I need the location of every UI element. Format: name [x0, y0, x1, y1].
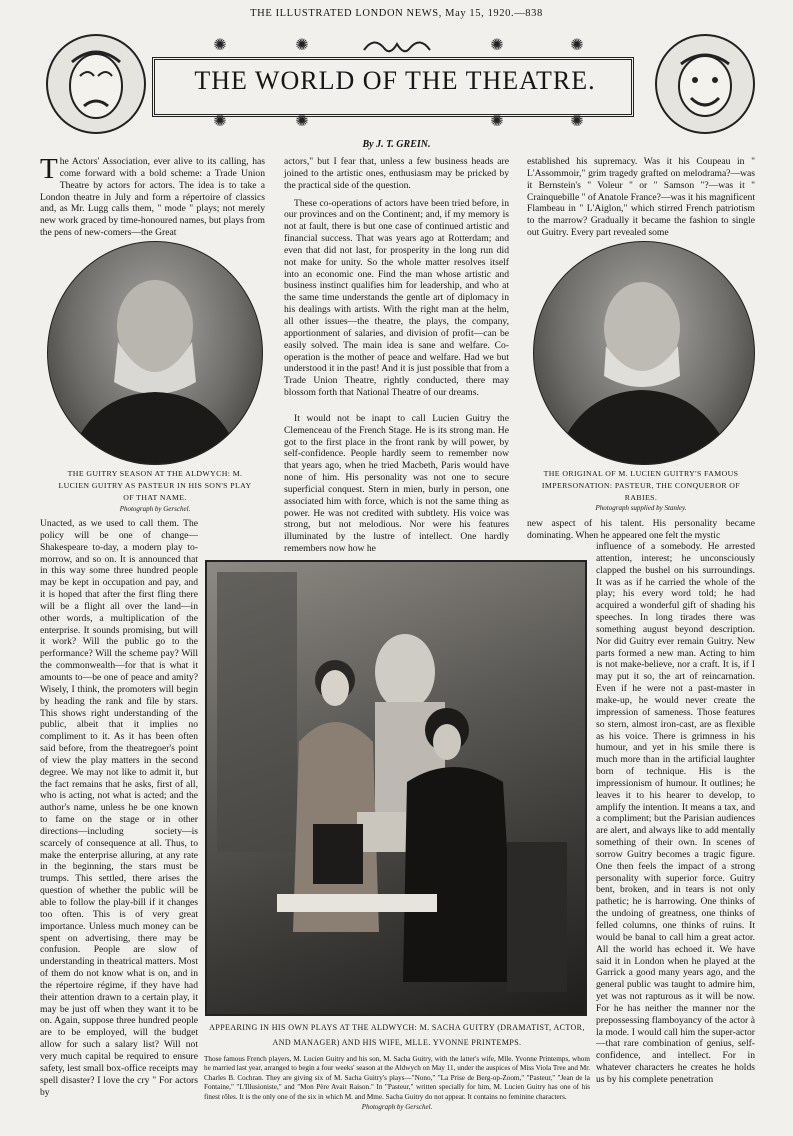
rosette-icon: ✺: [490, 37, 504, 54]
masthead: THE ILLUSTRATED LONDON NEWS, May 15, 1920.—838: [250, 8, 543, 19]
portrait-louis-pasteur: [533, 241, 755, 465]
paragraph: he Actors' Association, ever alive to its calling, has come forward with a bold scheme: a Trade Union Theatre by actors for actors. The idea is to take a London theatre in July and form a répertoire of classics and, as Mr. Lugg calls them, " mode " plays; not merely new work graced by time-honoured names, but plays from the pens of new-comers—the Great: [40, 156, 265, 239]
rosette-icon: ✺: [490, 113, 504, 130]
article-column-3-mid: [527, 518, 755, 542]
right-portrait-caption: THE ORIGINAL OF M. LUCIEN GUITRY'S FAMOUS IMPERSONATION: PASTEUR, THE CONQUEROR OF RABIES.: [541, 469, 741, 502]
rosette-icon: ✺: [213, 113, 227, 130]
left-portrait-credit: Photograph by Gerschel.: [119, 505, 191, 513]
paragraph: It would not be inapt to call Lucien Guitry the Clemenceau of the French Stage. He is its strong man. He got to the first place in the front rank by will power, by self-confidence. People hardly seem to remember now that years ago, when he tried Macbeth, Paris would have none of him. His personality was not one to secure superficial conquest. Stern in mien, burly in person, one associated him with force, which is not the same thing as power. He was not credited with subtlety. His voice was strong, but not melodious. Nor were his features illuminated by the lustre of intellect. One hardly remembers now how he: [284, 412, 509, 555]
drop-cap: T: [40, 153, 58, 185]
right-portrait-credit: Photograph supplied by Stanley.: [595, 504, 687, 512]
main-photo-credit: Photograph by Gerschel.: [361, 1103, 433, 1111]
paragraph: actors," but I fear that, unless a few business heads are joined to the artistic ones, enthusiasm may be pricked by the practical side of the question.: [284, 156, 509, 191]
paragraph: established his supremacy. Was it his Coupeau in " L'Assommoir," grim tragedy grafted on melodrama?—was it Bernstein's " Voleur " or " Samson "?—was it " Crainquebille " of Anatole France?—was it his magnificent Flambeau in " L'Aiglon," which stirred French patriotism to the marrow? Gradually it became the fashion to single out Guitry. Every part revealed some: [527, 156, 755, 239]
comedy-mask-icon: [655, 34, 755, 134]
byline: By J. T. GREIN.: [362, 139, 431, 150]
page-title: THE WORLD OF THE THEATRE.: [194, 66, 596, 95]
main-photograph: [205, 560, 587, 1016]
rosette-icon: ✺: [570, 113, 584, 130]
rosette-icon: ✺: [213, 37, 227, 54]
rosette-icon: ✺: [570, 37, 584, 54]
paragraph: Unacted, as we used to call them. The policy will be one of change—Shakespeare to-day, a modern play to-morrow, and so on. It is announced that in this way some three hundred people may be kept in occupation and pay, and it is hoped that after the first fling there will be a flight all over the land—in other words, a multiplication of the enterprise. It sounds promising, but will it work? Will the public go to the performance? Will the scheme pay? Will the commonwealth—for that is what it amounts to—be one of peace and amity? Wisely, I think, the promoters will begin by heading the rank and file by stars. This shows right understanding of the public, albeit that it implies no compliment to it. As it has been often said before, from the theatregoer's point of view the play matters in the second degree. We may not like to admit it, but the fact remains that he asks, first of all, who is acting, not what is acted; and the author's name, unless he be one known to fame on the stage or in other directions—including society—is scarcely of consequence at all. Thus, to make the enterprise alluring, at any rate in the beginning, the stars must be trumps. This settled, there arises the question of whether the public will be able to follow the play-bill if it changes too often. This is of very great importance. Unless much money can be spent on advertising, there may be confusion. People are slow of understanding in theatrical matters. Most of them do not know what is on, and in the répertoire régime, if they have had their attention drawn to a certain play, it may be just off when they want it to be on. Again, suppose three hundred people are to be employed, will the budget allow for such a salary list? Will not very much capital be required to ensure safety, lest small box-office receipts may spell disaster? I love the cry " For actors by: [40, 518, 198, 1098]
article-column-3-top: [527, 156, 755, 239]
paragraph: These co-operations of actors have been tried before, in our provinces and on the Continent; and, if my memory is not at fault, there is but one case of continued artistic and financial success. That was years ago at Rotterdam; and even that did not last, for prosperity in the long run did not make for unity. So the whole matter resolves itself into an economic one. Find the man whose artistic and business instinct qualifies him for leadership, and who at the same time understands the gentle art of diplomacy in his dealings with artists. With the right man at the helm, all other issues—the theatre, the plays, the company, apportionment of salaries, and division of profit—can be easily solved. The main idea is sane and welfare. Co-operation is the mother of peace and welfare. Had we but understood it in the past! And it is just possible that from a Trade Union Theatre, rightly conducted, there may blossom forth that National Theatre of our dreams.: [284, 197, 509, 399]
portrait-lucien-guitry-as-pasteur: [47, 241, 263, 465]
article-column-2: [284, 156, 509, 555]
article-column-3-bottom: [596, 541, 755, 1086]
tragedy-mask-icon: [46, 34, 146, 134]
main-photo-caption: APPEARING IN HIS OWN PLAYS AT THE ALDWYCH: M. SACHA GUITRY (DRAMATIST, ACTOR, AND MANAGER) AND HIS WIFE, MLLE. YVONNE PRINTEMPS.: [209, 1023, 585, 1047]
rosette-icon: ✺: [295, 113, 309, 130]
scroll-ornament-icon: [360, 34, 434, 56]
main-photo-description: Those famous French players, M. Lucien Guitry and his son, M. Sacha Guitry, with the latter's wife, Mlle. Yvonne Printemps, whom he married last year, arranged to begin a four weeks' season at the Aldwych on May 11, under the auspices of Miss Viola Tree and Mr. Charles B. Cochran. They are giving six of M. Sacha Guitry's plays—"Nono," "La Prise de Berg-op-Zoom," "Pasteur," "Jean de la Fontaine," "L'Illusioniste," and "Mon Père Avait Raison." In "Pasteur," written specially for him, M. Lucien Guitry has one of his finest rôles. It is the only one of the six in which M. and Mme. Sacha Guitry do not appear. It contains no feminine characters.: [204, 1055, 590, 1101]
paragraph: influence of a somebody. He arrested attention, interest; he unconsciously clapped the bushel on his surroundings. It was as if he carried the whole of the play; his every word told; he had acquired a wonderful gift of shading his speeches. In long tirades there was something august beyond description. Nor did Guitry ever remain Guitry. New parts formed a new man. Acting to him is not make-believe, nor a craft. It is, if I may put it so, the art of reincarnation. Even if he were not a past-master in make-up, he would never create the impression of sameness. Those features so stern, almost iron-cast, are as flexible as his voice. There is grimness in his humour, and yet in his smile there is much more than in the artificial laughter born of technique. His is the impressionism of humour. It outlines; he leaves it to his hearer to develop, to amplify the intention. It means a tax, and a compliment; but the Parisian audiences are alert, and always like to add mentally something of their own. In scenes of sorrow Guitry becomes a tragic figure. One then feels the impact of a strong personality with superior force. Guitry bent, broken, and in tears is not only pathetic; he is harrowing. One thinks of the undoing of greatness, one thinks of felled columns, one thinks of ruins. It would be banal to call him a great actor. All the world has echoed it. We have said it in London when he played at the Garrick a good many years ago, and the general public was taught to admire him, yet was not rapturous as it will be now. For he has neither the manner nor the prepossessing flamboyancy of the actor à la mode. I would call him the super-actor—that rare combination of genius, self-confidence, and intellect. For in whatever characters he creates he holds us by his complete penetration: [596, 541, 755, 1085]
article-column-1-bottom: [40, 518, 198, 1098]
rosette-icon: ✺: [295, 37, 309, 54]
left-portrait-caption: THE GUITRY SEASON AT THE ALDWYCH: M. LUCIEN GUITRY AS PASTEUR IN HIS SON'S PLAY OF THAT NAME.: [58, 469, 252, 502]
paragraph: new aspect of his talent. His personality became dominating. When he appeared one felt the mystic: [527, 518, 755, 541]
article-column-1-top: [40, 153, 265, 239]
